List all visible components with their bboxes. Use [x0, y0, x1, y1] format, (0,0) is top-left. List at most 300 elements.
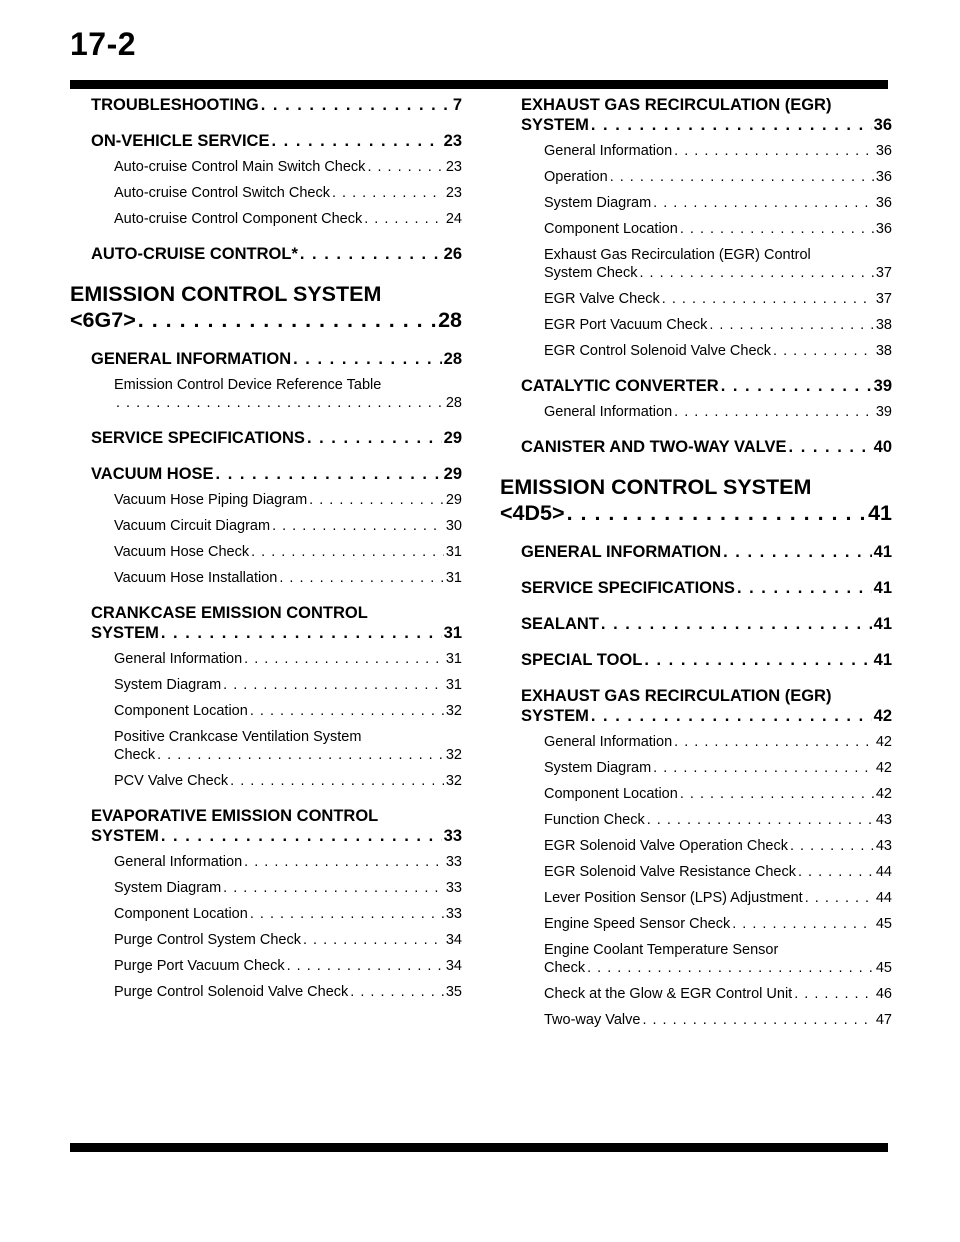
toc-entry-system[interactable]	[500, 475, 892, 526]
toc-entry-page: 39	[875, 404, 892, 420]
toc-entry-item[interactable]	[70, 676, 462, 694]
toc-spacer	[70, 587, 462, 603]
toc-entry-line	[114, 517, 462, 535]
toc-spacer	[500, 977, 892, 985]
toc-entry-item[interactable]	[70, 650, 462, 668]
dot-leader	[309, 491, 444, 509]
toc-entry-item[interactable]	[70, 931, 462, 949]
toc-entry-line	[544, 403, 892, 421]
dot-leader	[350, 983, 444, 1001]
toc-entry-item[interactable]	[70, 491, 462, 509]
toc-entry-page: 31	[445, 570, 462, 586]
toc-entry-title: Component Location	[544, 786, 678, 802]
dot-leader	[307, 428, 442, 448]
toc-entry-title: Purge Port Vacuum Check	[114, 958, 285, 974]
toc-entry-line	[91, 428, 462, 448]
dot-leader	[591, 115, 872, 135]
toc-entry-line	[544, 316, 892, 334]
toc-entry-title: CATALYTIC CONVERTER	[521, 377, 719, 395]
toc-spacer	[70, 264, 462, 282]
toc-entry-title: Component Location	[114, 906, 248, 922]
dot-leader	[601, 614, 872, 634]
toc-entry-line	[114, 491, 462, 509]
toc-entry-item[interactable]	[500, 733, 892, 751]
toc-entry-page: 28	[443, 350, 462, 368]
dot-leader	[230, 772, 444, 790]
toc-entry-line	[544, 168, 892, 186]
dot-leader	[653, 194, 874, 212]
dot-leader	[680, 220, 874, 238]
toc-entry-section[interactable]	[500, 376, 892, 396]
toc-entry-item[interactable]	[500, 1011, 892, 1029]
toc-entry-item[interactable]	[70, 772, 462, 790]
toc-entry-section[interactable]	[500, 614, 892, 634]
toc-entry-page: 28	[438, 308, 462, 332]
toc-spacer	[70, 333, 462, 349]
toc-entry-page: 30	[445, 518, 462, 534]
toc-entry-item[interactable]	[70, 517, 462, 535]
toc-entry-title: Operation	[544, 169, 608, 185]
toc-entry-title: System Diagram	[114, 677, 222, 693]
toc-entry-title: EXHAUST GAS RECIRCULATION (EGR)	[521, 687, 832, 705]
toc-spacer	[500, 421, 892, 437]
dot-leader	[300, 244, 442, 264]
toc-entry-page: 23	[445, 185, 462, 201]
toc-spacer	[500, 829, 892, 837]
toc-entry-title: Lever Position Sensor (LPS) Adjustment	[544, 890, 803, 906]
toc-left-column	[70, 95, 462, 1001]
toc-entry-title: <4D5>	[500, 501, 565, 525]
dot-leader	[287, 957, 444, 975]
toc-entry-page: 7	[452, 96, 462, 114]
toc-spacer	[70, 720, 462, 728]
dot-leader	[709, 316, 874, 334]
toc-entry-item[interactable]	[70, 853, 462, 871]
toc-entry-page: 31	[445, 677, 462, 693]
dot-leader	[161, 826, 442, 846]
toc-entry-section[interactable]	[70, 428, 462, 448]
toc-entry-line	[521, 542, 892, 562]
toc-entry-line	[114, 394, 462, 412]
toc-entry-line	[544, 220, 892, 238]
toc-entry-title: Purge Control Solenoid Valve Check	[114, 984, 349, 1000]
toc-entry-title: SYSTEM	[521, 116, 589, 134]
toc-entry-page: 43	[875, 838, 892, 854]
toc-entry-title: ON-VEHICLE SERVICE	[91, 132, 270, 150]
toc-entry-line	[544, 889, 892, 907]
toc-entry-title: Engine Speed Sensor Check	[544, 916, 731, 932]
toc-entry-item[interactable]	[70, 702, 462, 720]
toc-entry-page: 34	[445, 958, 462, 974]
toc-spacer	[500, 803, 892, 811]
toc-entry-item[interactable]	[70, 983, 462, 1001]
toc-entry-item[interactable]	[70, 728, 462, 764]
dot-leader	[271, 131, 441, 151]
toc-entry-line	[521, 376, 892, 396]
toc-entry-line	[521, 614, 892, 634]
toc-right-column	[500, 95, 892, 1029]
dot-leader	[591, 706, 872, 726]
dot-leader	[647, 811, 874, 829]
dot-leader	[261, 95, 451, 115]
toc-entry-page: 28	[445, 395, 462, 411]
toc-entry-title: SERVICE SPECIFICATIONS	[521, 579, 735, 597]
toc-entry-line	[544, 194, 892, 212]
toc-entry-item[interactable]	[500, 342, 892, 360]
toc-entry-line	[114, 184, 462, 202]
toc-entry-title: PCV Valve Check	[114, 773, 229, 789]
toc-entry-page: 45	[875, 916, 892, 932]
toc-entry-section[interactable]	[70, 806, 462, 846]
toc-entry-title: <6G7>	[70, 308, 136, 332]
toc-entry-title: VACUUM HOSE	[91, 465, 214, 483]
toc-entry-page: 33	[443, 827, 462, 845]
toc-entry-section[interactable]	[70, 464, 462, 484]
toc-entry-item[interactable]	[500, 785, 892, 803]
bottom-rule	[70, 1143, 888, 1152]
toc-spacer	[500, 670, 892, 686]
toc-entry-page: 38	[875, 343, 892, 359]
dot-leader	[223, 879, 444, 897]
toc-entry-title: AUTO-CRUISE CONTROL*	[91, 245, 298, 263]
toc-entry-title: Component Location	[544, 221, 678, 237]
toc-entry-title: Vacuum Hose Piping Diagram	[114, 492, 308, 508]
toc-entry-item[interactable]	[500, 889, 892, 907]
dot-leader	[674, 142, 874, 160]
toc-entry-line	[544, 759, 892, 777]
toc-entry-title: Auto-cruise Control Main Switch Check	[114, 159, 366, 175]
toc-entry-title: General Information	[544, 143, 673, 159]
toc-spacer	[500, 212, 892, 220]
toc-spacer	[70, 151, 462, 158]
toc-entry-section[interactable]	[500, 578, 892, 598]
toc-entry-title: Positive Crankcase Ventilation System	[114, 729, 362, 745]
dot-leader	[653, 759, 874, 777]
dot-leader	[680, 785, 874, 803]
toc-spacer	[500, 360, 892, 376]
toc-spacer	[500, 334, 892, 342]
dot-leader	[732, 915, 874, 933]
toc-entry-title: GENERAL INFORMATION	[521, 543, 722, 561]
toc-entry-title: GENERAL INFORMATION	[91, 350, 292, 368]
dot-leader	[244, 650, 444, 668]
page-number: 17-2	[70, 26, 137, 62]
toc-entry-item[interactable]	[500, 985, 892, 1003]
toc-entry-line	[114, 676, 462, 694]
toc-entry-title: EGR Control Solenoid Valve Check	[544, 343, 772, 359]
dot-leader	[223, 676, 444, 694]
toc-spacer	[70, 643, 462, 650]
toc-entry-page: 41	[873, 651, 892, 669]
toc-entry-title: SYSTEM	[91, 827, 159, 845]
dot-leader	[244, 853, 444, 871]
toc-entry-line	[114, 879, 462, 897]
toc-spacer	[70, 115, 462, 131]
toc-entry-title: TROUBLESHOOTING	[91, 96, 259, 114]
toc-spacer	[500, 562, 892, 578]
toc-entry-page: 36	[875, 169, 892, 185]
toc-spacer	[70, 535, 462, 543]
toc-entry-page: 33	[445, 854, 462, 870]
toc-spacer	[70, 561, 462, 569]
toc-entry-page: 36	[875, 195, 892, 211]
toc-entry-line	[114, 853, 462, 871]
toc-entry-title: SYSTEM	[521, 707, 589, 725]
toc-spacer	[500, 881, 892, 889]
toc-entry-title: General Information	[544, 404, 673, 420]
toc-entry-section[interactable]	[500, 650, 892, 670]
toc-spacer	[500, 238, 892, 246]
dot-leader	[272, 517, 444, 535]
dot-leader	[157, 746, 444, 764]
toc-entry-title: Vacuum Circuit Diagram	[114, 518, 271, 534]
toc-entry-page: 32	[445, 747, 462, 763]
toc-entry-title: EGR Solenoid Valve Resistance Check	[544, 864, 796, 880]
dot-leader	[250, 702, 444, 720]
toc-entry-page: 36	[875, 143, 892, 159]
toc-entry-section[interactable]	[500, 686, 892, 726]
toc-entry-page: 42	[875, 760, 892, 776]
dot-leader	[639, 264, 873, 282]
toc-entry-page: 36	[873, 116, 892, 134]
toc-spacer	[500, 933, 892, 941]
toc-entry-title: EVAPORATIVE EMISSION CONTROL	[91, 807, 379, 825]
toc-spacer	[70, 923, 462, 931]
toc-entry-section[interactable]	[70, 131, 462, 151]
toc-spacer	[500, 526, 892, 542]
toc-spacer	[500, 135, 892, 142]
toc-entry-title: EGR Port Vacuum Check	[544, 317, 708, 333]
toc-entry-page: 29	[443, 429, 462, 447]
toc-entry-page: 42	[873, 707, 892, 725]
toc-entry-line	[544, 915, 892, 933]
toc-entry-title: Function Check	[544, 812, 645, 828]
toc-entry-line	[544, 264, 892, 282]
toc-entry-line	[114, 905, 462, 923]
toc-entry-page: 34	[445, 932, 462, 948]
toc-spacer	[70, 228, 462, 244]
toc-entry-page: 33	[445, 880, 462, 896]
toc-entry-item[interactable]	[500, 863, 892, 881]
toc-entry-page: 41	[873, 579, 892, 597]
toc-entry-line	[114, 931, 462, 949]
toc-entry-line	[544, 1011, 892, 1029]
toc-entry-line	[521, 578, 892, 598]
dot-leader	[674, 733, 874, 751]
toc-entry-page: 44	[875, 890, 892, 906]
toc-entry-page: 42	[875, 786, 892, 802]
toc-entry-page: 41	[873, 543, 892, 561]
toc-spacer	[70, 871, 462, 879]
toc-entry-page: 37	[875, 291, 892, 307]
toc-entry-line	[114, 650, 462, 668]
toc-entry-line	[91, 623, 462, 643]
toc-entry-item[interactable]	[500, 316, 892, 334]
toc-entry-line	[544, 342, 892, 360]
toc-spacer	[70, 694, 462, 702]
toc-entry-system[interactable]	[70, 282, 462, 333]
dot-leader	[216, 464, 442, 484]
toc-entry-section[interactable]	[500, 542, 892, 562]
toc-entry-title: System Diagram	[544, 760, 652, 776]
toc-entry-title: General Information	[114, 651, 243, 667]
toc-spacer	[500, 777, 892, 785]
dot-leader	[610, 168, 874, 186]
toc-entry-line	[114, 957, 462, 975]
toc-entry-title: SYSTEM	[91, 624, 159, 642]
toc-spacer	[500, 457, 892, 475]
toc-entry-item[interactable]	[70, 376, 462, 412]
toc-entry-page: 41	[868, 501, 892, 525]
toc-entry-title: EMISSION CONTROL SYSTEM	[70, 282, 382, 306]
toc-entry-line	[114, 569, 462, 587]
dot-leader	[798, 863, 874, 881]
toc-spacer	[70, 764, 462, 772]
toc-entry-item[interactable]	[500, 941, 892, 977]
dot-leader	[737, 578, 872, 598]
toc-spacer	[70, 448, 462, 464]
toc-entry-title: CANISTER AND TWO-WAY VALVE	[521, 438, 787, 456]
toc-entry-line	[114, 210, 462, 228]
toc-entry-page: 37	[875, 265, 892, 281]
toc-entry-line	[544, 959, 892, 977]
toc-entry-item[interactable]	[70, 184, 462, 202]
toc-entry-item[interactable]	[500, 168, 892, 186]
toc-entry-item[interactable]	[70, 569, 462, 587]
toc-entry-line	[521, 115, 892, 135]
toc-entry-item[interactable]	[500, 142, 892, 160]
toc-spacer	[500, 855, 892, 863]
dot-leader	[138, 307, 436, 333]
toc-entry-page: 46	[875, 986, 892, 1002]
dot-leader	[251, 543, 444, 561]
toc-entry-item[interactable]	[500, 915, 892, 933]
dot-leader	[674, 403, 874, 421]
toc-entry-section[interactable]	[70, 95, 462, 115]
toc-entry-section[interactable]	[500, 95, 892, 135]
toc-entry-section[interactable]	[70, 349, 462, 369]
toc-spacer	[500, 751, 892, 759]
toc-spacer	[500, 907, 892, 915]
toc-entry-page: 31	[445, 651, 462, 667]
toc-entry-page: 29	[445, 492, 462, 508]
toc-entry-item[interactable]	[500, 194, 892, 212]
dot-leader	[790, 837, 874, 855]
dot-leader	[332, 184, 444, 202]
toc-entry-title: Component Location	[114, 703, 248, 719]
toc-entry-title: Check	[544, 960, 586, 976]
toc-entry-title: Exhaust Gas Recirculation (EGR) Control	[544, 247, 811, 263]
toc-entry-page: 31	[443, 624, 462, 642]
toc-entry-title: CRANKCASE EMISSION CONTROL	[91, 604, 368, 622]
toc-entry-page: 31	[445, 544, 462, 560]
toc-spacer	[70, 484, 462, 491]
toc-entry-item[interactable]	[500, 759, 892, 777]
toc-entry-line	[114, 702, 462, 720]
toc-entry-line	[114, 772, 462, 790]
toc-entry-page: 43	[875, 812, 892, 828]
toc-spacer	[70, 176, 462, 184]
toc-entry-page: 40	[873, 438, 892, 456]
toc-spacer	[70, 202, 462, 210]
toc-entry-title: Auto-cruise Control Component Check	[114, 211, 363, 227]
dot-leader	[116, 394, 444, 412]
toc-entry-page: 26	[443, 245, 462, 263]
dot-leader	[250, 905, 444, 923]
dot-leader	[367, 158, 443, 176]
toc-entry-title: Engine Coolant Temperature Sensor	[544, 942, 779, 958]
toc-spacer	[70, 412, 462, 428]
toc-entry-title: System Diagram	[114, 880, 222, 896]
toc-entry-item[interactable]	[70, 905, 462, 923]
toc-entry-page: 32	[445, 703, 462, 719]
toc-entry-page: 41	[873, 615, 892, 633]
toc-spacer	[70, 975, 462, 983]
toc-entry-section[interactable]	[70, 244, 462, 264]
toc-spacer	[500, 160, 892, 168]
toc-entry-line	[91, 244, 462, 264]
toc-entry-title: System Check	[544, 265, 638, 281]
toc-entry-line	[544, 811, 892, 829]
toc-entry-line	[500, 500, 892, 526]
toc-entry-item[interactable]	[70, 210, 462, 228]
toc-entry-page: 39	[873, 377, 892, 395]
toc-entry-title: EGR Solenoid Valve Operation Check	[544, 838, 788, 854]
toc-entry-page: 38	[875, 317, 892, 333]
toc-entry-item[interactable]	[500, 220, 892, 238]
toc-entry-line	[521, 706, 892, 726]
toc-entry-line	[91, 349, 462, 369]
toc-entry-page: 23	[443, 132, 462, 150]
toc-entry-line	[544, 985, 892, 1003]
toc-spacer	[500, 308, 892, 316]
toc-spacer	[500, 396, 892, 403]
toc-entry-title: SEALANT	[521, 615, 599, 633]
toc-entry-item[interactable]	[70, 543, 462, 561]
toc-spacer	[500, 726, 892, 733]
toc-entry-page: 36	[875, 221, 892, 237]
toc-entry-title: Check	[114, 747, 156, 763]
dot-leader	[279, 569, 444, 587]
toc-entry-section[interactable]	[70, 603, 462, 643]
toc-entry-item[interactable]	[500, 290, 892, 308]
toc-entry-item[interactable]	[70, 158, 462, 176]
toc-entry-line	[544, 290, 892, 308]
toc-entry-line	[521, 650, 892, 670]
toc-entry-line	[91, 131, 462, 151]
toc-entry-line	[114, 983, 462, 1001]
toc-entry-item[interactable]	[500, 246, 892, 282]
toc-entry-item[interactable]	[70, 879, 462, 897]
toc-entry-title: System Diagram	[544, 195, 652, 211]
toc-spacer	[500, 186, 892, 194]
toc-entry-section[interactable]	[500, 437, 892, 457]
toc-entry-item[interactable]	[500, 403, 892, 421]
toc-entry-line	[544, 837, 892, 855]
toc-entry-title: SERVICE SPECIFICATIONS	[91, 429, 305, 447]
toc-entry-line	[521, 437, 892, 457]
dot-leader	[567, 500, 867, 526]
toc-entry-page: 33	[445, 906, 462, 922]
toc-entry-line	[114, 746, 462, 764]
toc-entry-title: General Information	[114, 854, 243, 870]
dot-leader	[773, 342, 874, 360]
dot-leader	[662, 290, 874, 308]
toc-entry-item[interactable]	[500, 811, 892, 829]
top-rule	[70, 80, 888, 89]
toc-entry-item[interactable]	[70, 957, 462, 975]
toc-entry-item[interactable]	[500, 837, 892, 855]
